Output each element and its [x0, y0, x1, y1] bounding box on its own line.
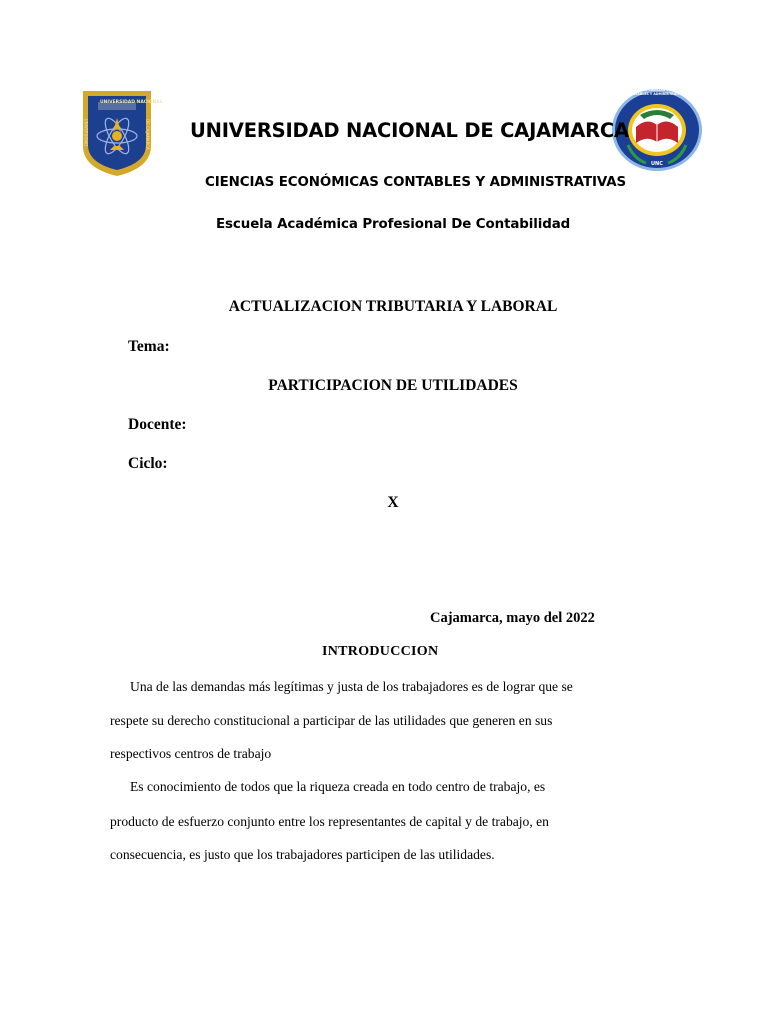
teacher-label: Docente: — [128, 416, 187, 433]
topic-value: PARTICIPACION DE UTILIDADES — [268, 377, 518, 394]
school-title: Escuela Académica Profesional De Contabilidad — [216, 217, 571, 232]
logo-text-right: DE CAJAMARCA — [144, 119, 150, 150]
paragraph-line: producto de esfuerzo conjunto entre los representantes de capital y de trabajo, en — [110, 814, 549, 829]
university-title: UNIVERSIDAD NACIONAL DE CAJAMARCA — [190, 119, 629, 142]
paragraph-line: Una de las demandas más legítimas y justa de los trabajadores es de lograr que se — [130, 679, 573, 694]
seal-ring-text: FACULTAD DE CIENCIAS ECONÓMICAS CONTABLES Y ADMINISTRATIVAS — [623, 89, 691, 96]
course-title: ACTUALIZACION TRIBUTARIA Y LABORAL — [228, 298, 558, 315]
introduction-heading: INTRODUCCION — [322, 644, 439, 659]
logo-text-top: UNIVERSIDAD NACIONAL — [100, 100, 163, 105]
university-logo — [80, 88, 163, 178]
cycle-value: X — [387, 494, 399, 511]
faculty-title: CIENCIAS ECONÓMICAS CONTABLES Y ADMINISTRATIVAS — [205, 175, 627, 190]
paragraph-line: respectivos centros de trabajo — [110, 746, 272, 761]
logo-text-left: UNIVERSIDAD — [83, 118, 89, 147]
paragraph-line: respete su derecho constitucional a participar de las utilidades que generen en sus — [110, 713, 553, 728]
paragraph-line: Es conocimiento de todos que la riqueza creada en todo centro de trabajo, es — [130, 779, 546, 794]
seal-bottom-text: UNC — [651, 161, 663, 167]
cycle-label: Ciclo: — [128, 455, 168, 472]
paragraph-line: consecuencia, es justo que los trabajadores participen de las utilidades. — [110, 847, 495, 862]
topic-label: Tema: — [128, 338, 170, 355]
place-date: Cajamarca, mayo del 2022 — [430, 610, 595, 626]
